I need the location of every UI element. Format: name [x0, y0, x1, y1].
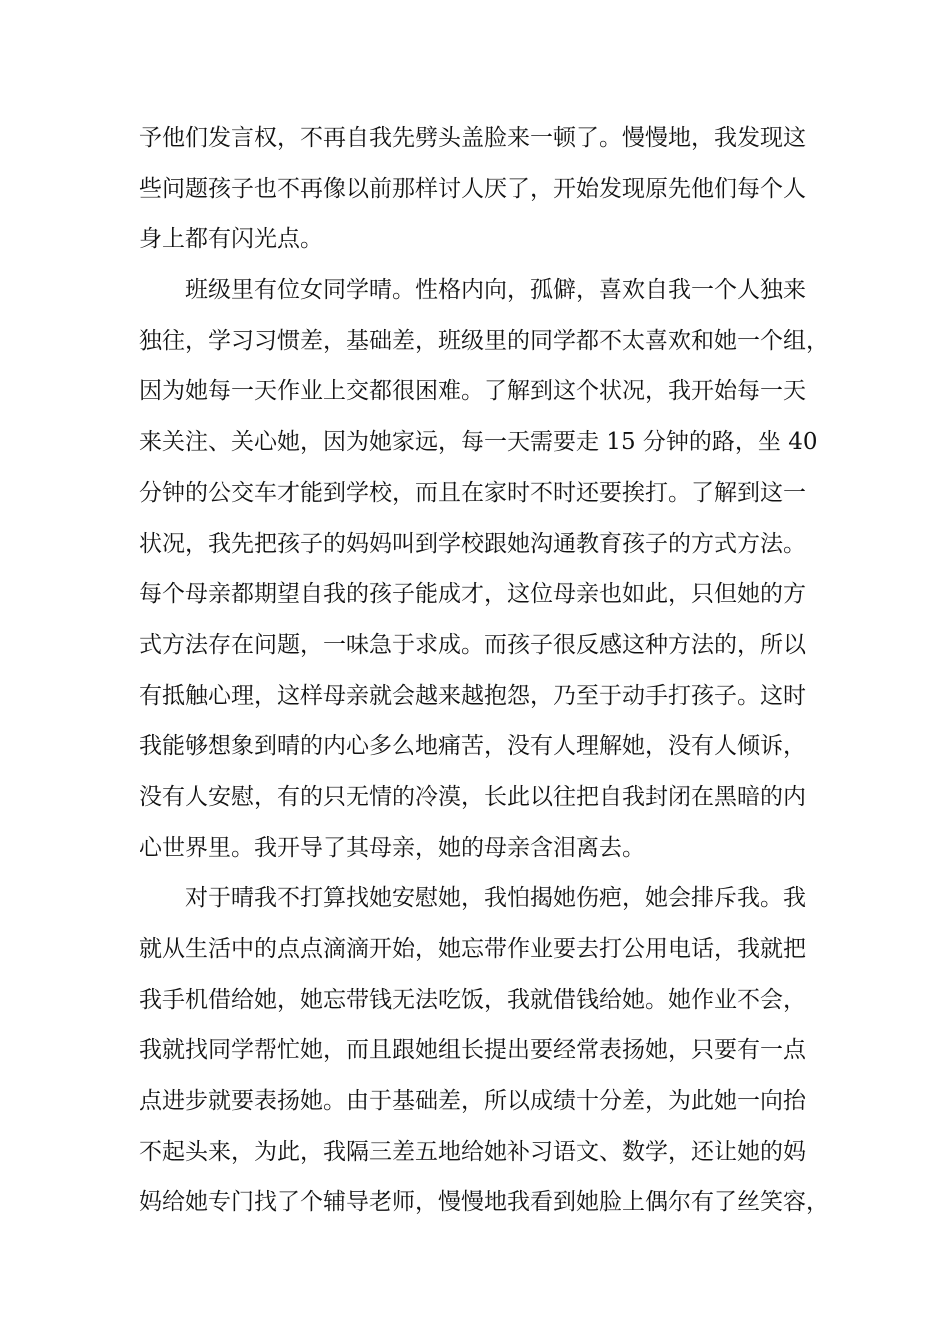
text-line: 状况，我先把孩子的妈妈叫到学校跟她沟通教育孩子的方式方法。 — [139, 530, 806, 557]
text-line: 没有人安慰，有的只无情的冷漠，长此以往把自我封闭在黑暗的内 — [139, 783, 806, 810]
text-line: 就从生活中的点点滴滴开始，她忘带作业要去打公用电话，我就把 — [139, 936, 806, 962]
text-line: 每个母亲都期望自我的孩子能成才，这位母亲也如此，只但她的方 — [139, 581, 806, 608]
text-line: 身上都有闪光点。 — [139, 226, 323, 253]
paragraph-first-line: 班级里有位女同学晴。性格内向，孤僻，喜欢自我一个人独来 — [185, 277, 806, 304]
text-line: 有抵触心理，这样母亲就会越来越抱怨，乃至于动手打孩子。这时 — [139, 682, 806, 709]
text-line: 分钟的公交车才能到学校，而且在家时不时还要挨打。了解到这一 — [139, 479, 806, 506]
paragraph-first-line: 对于晴我不打算找她安慰她，我怕揭她伤疤，她会排斥我。我 — [185, 885, 806, 912]
text-line: 予他们发言权，不再自我先劈头盖脸来一顿了。慢慢地，我发现这 — [139, 125, 806, 151]
text-line: 我手机借给她，她忘带钱无法吃饭，我就借钱给她。她作业不会， — [139, 986, 806, 1013]
text-line: 点进步就要表扬她。由于基础差，所以成绩十分差，为此她一向抬 — [139, 1088, 806, 1115]
text-line: 心世界里。我开导了其母亲，她的母亲含泪离去。 — [139, 834, 645, 861]
text-line: 不起头来，为此，我隔三差五地给她补习语文、数学，还让她的妈 — [139, 1138, 806, 1165]
text-line: 妈给她专门找了个辅导老师，慢慢地我看到她脸上偶尔有了丝笑容， — [139, 1189, 829, 1216]
text-line: 式方法存在问题，一味急于求成。而孩子很反感这种方法的，所以 — [139, 631, 806, 658]
text-line: 独往，学习习惯差，基础差，班级里的同学都不太喜欢和她一个组， — [139, 327, 829, 354]
text-line: 我能够想象到晴的内心多么地痛苦，没有人理解她，没有人倾诉， — [139, 733, 806, 760]
text-line: 我就找同学帮忙她，而且跟她组长提出要经常表扬她，只要有一点 — [139, 1037, 806, 1064]
document-body — [139, 113, 839, 1228]
text-line: 因为她每一天作业上交都很困难。了解到这个状况，我开始每一天 — [139, 378, 806, 405]
text-line: 来关注、关心她，因为她家远，每一天需要走 15 分钟的路，坐 40 — [139, 429, 818, 456]
text-line: 些问题孩子也不再像以前那样讨人厌了，开始发现原先他们每个人 — [139, 175, 806, 202]
